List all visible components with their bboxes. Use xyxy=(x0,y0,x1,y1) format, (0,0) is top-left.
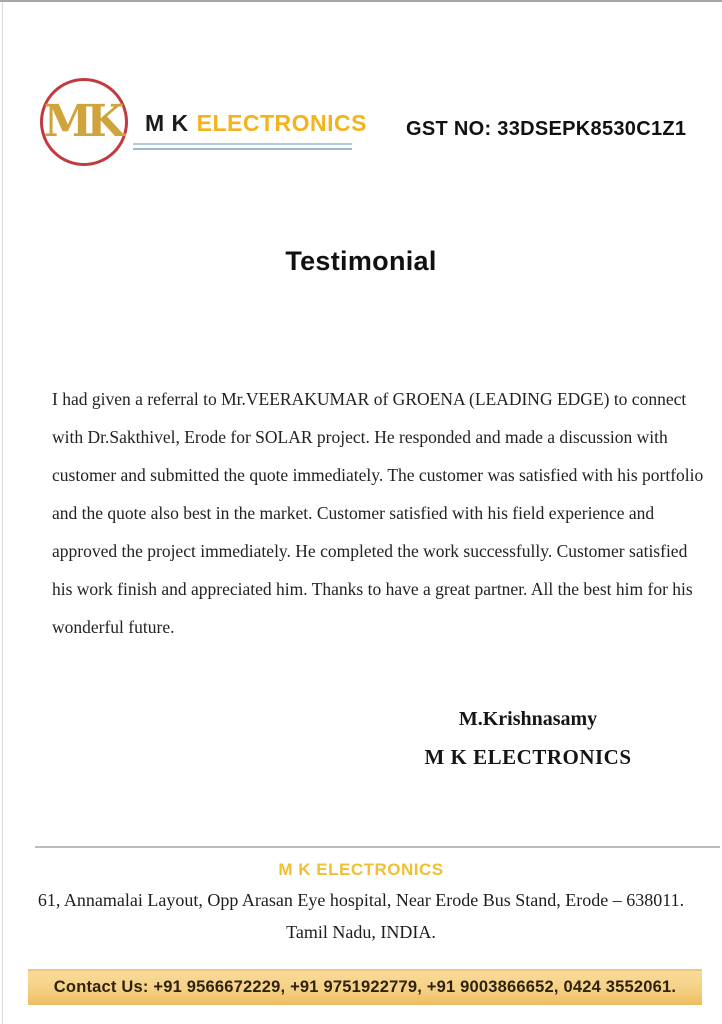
page-title: Testimonial xyxy=(285,246,437,276)
brand-prefix: M K xyxy=(145,110,189,136)
company-logo xyxy=(40,78,128,166)
signatory-company: M K ELECTRONICS xyxy=(424,745,632,769)
paragraph-line: and the quote also best in the market. Customer satisfied with his field experience and xyxy=(52,503,655,523)
gst-number: GST NO: 33DSEPK8530C1Z1 xyxy=(406,118,687,140)
signatory-name: M.Krishnasamy xyxy=(458,708,598,730)
brand-highlight: ELECTRONICS xyxy=(196,110,368,136)
paragraph-line: customer and submitted the quote immediately. The customer was satisfied with his portfolio xyxy=(52,465,704,485)
footer-company-name: M K ELECTRONICS xyxy=(278,860,444,879)
logo-monogram: MK xyxy=(43,96,119,147)
footer-address-line1: 61, Annamalai Layout, Opp Arasan Eye hospital, Near Erode Bus Stand, Erode – 638011. xyxy=(37,890,685,910)
paragraph-line: I had given a referral to Mr.VEERAKUMAR of GROENA (LEADING EDGE) to connect xyxy=(52,389,687,409)
contact-phone-numbers: Contact Us: +91 9566672229, +91 9751922779, +91 9003866652, 0424 3552061. xyxy=(53,977,677,996)
paragraph-line: wonderful future. xyxy=(52,617,175,637)
signature-block xyxy=(388,700,668,776)
testimonial-paragraph xyxy=(52,380,704,646)
brand-title xyxy=(145,110,367,137)
footer-address-line2: Tamil Nadu, INDIA. xyxy=(286,922,436,942)
paragraph-line: his work finish and appreciated him. Thanks to have a great partner. All the best him for his xyxy=(52,579,693,599)
brand-underline xyxy=(133,143,352,150)
contact-bar xyxy=(28,969,702,1005)
paragraph-line: approved the project immediately. He completed the work successfully. Customer satisfied xyxy=(52,541,688,561)
footer-divider xyxy=(35,846,720,848)
paragraph-line: with Dr.Sakthivel, Erode for SOLAR project. He responded and made a discussion with xyxy=(52,427,668,447)
